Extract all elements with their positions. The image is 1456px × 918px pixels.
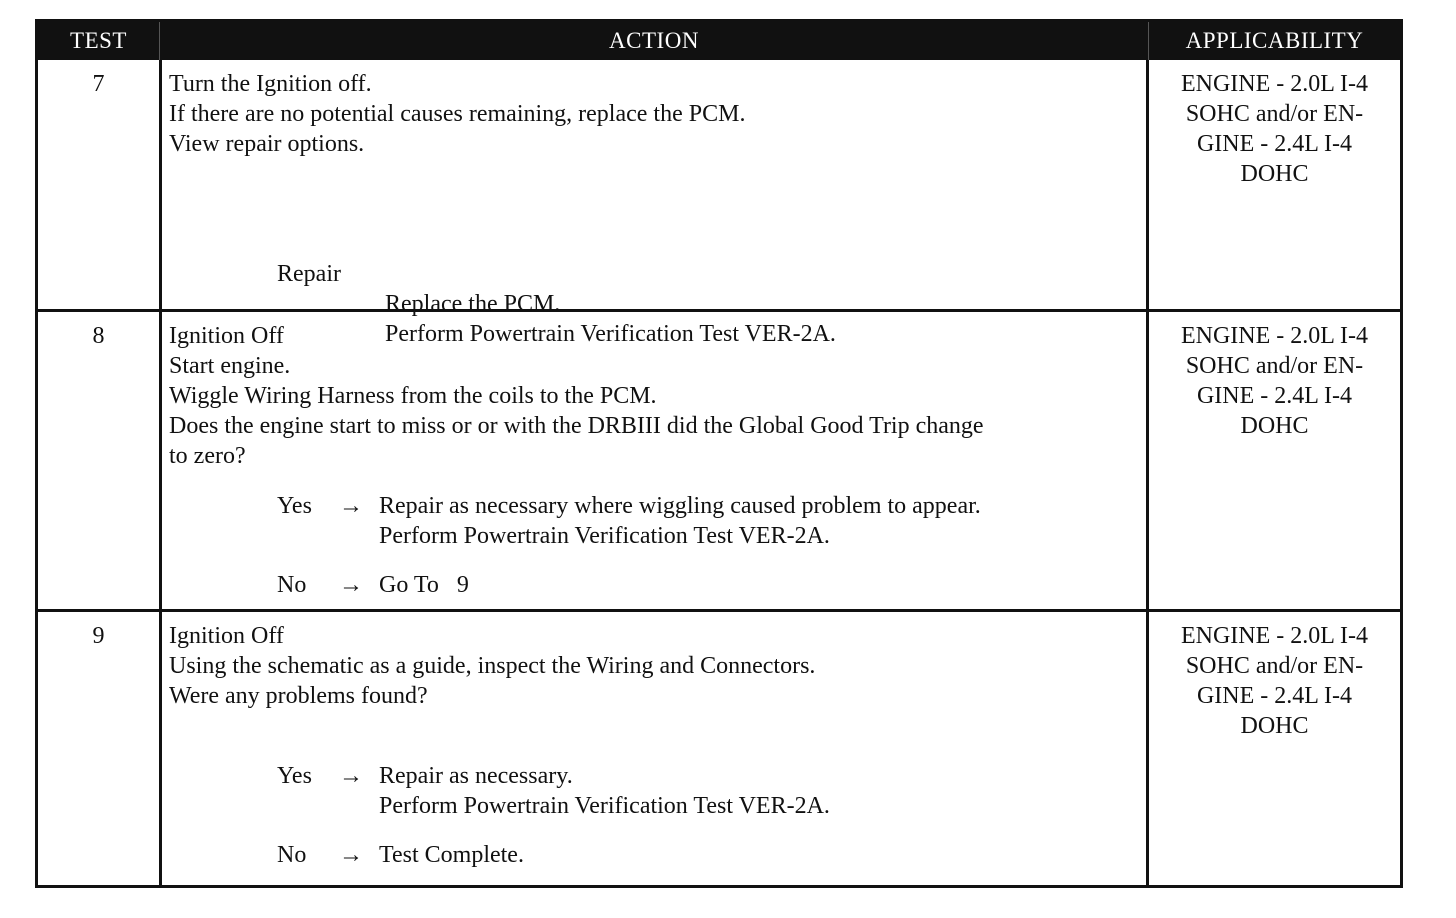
header-applicability: APPLICABILITY xyxy=(1149,22,1400,60)
arrow-icon: → xyxy=(339,493,363,519)
yes-answer xyxy=(277,491,981,551)
repair-label: Repair xyxy=(277,261,341,287)
action-line: Were any problems found? xyxy=(169,683,428,709)
applicability-line: SOHC and/or EN- xyxy=(1185,101,1364,127)
no-answer xyxy=(277,570,469,600)
applicability xyxy=(1149,312,1400,612)
yes-answer xyxy=(277,761,830,821)
arrow-icon: → xyxy=(339,842,363,868)
no-answer xyxy=(277,840,524,870)
action-line: Ignition Off xyxy=(169,323,284,349)
action-line: View repair options. xyxy=(169,131,365,157)
arrow-icon: → xyxy=(339,572,363,598)
action-line: Does the engine start to miss or or with the DRBIII did the Global Good Trip change xyxy=(169,413,984,439)
test-action xyxy=(159,312,1149,612)
test-action xyxy=(159,60,1149,347)
applicability-line: GINE - 2.4L I-4 xyxy=(1196,683,1353,709)
no-label: No xyxy=(277,842,307,868)
applicability xyxy=(1149,612,1400,885)
action-line: Wiggle Wiring Harness from the coils to the PCM. xyxy=(169,383,657,409)
applicability-line: GINE - 2.4L I-4 xyxy=(1196,383,1353,409)
action-line: Ignition Off xyxy=(169,623,284,649)
yes-label: Yes xyxy=(277,763,312,789)
repair-line: Replace the PCM. xyxy=(385,291,561,317)
applicability-line: DOHC xyxy=(1240,161,1309,187)
applicability-line: SOHC and/or EN- xyxy=(1185,653,1364,679)
action-line: Start engine. xyxy=(169,353,291,379)
applicability-line: DOHC xyxy=(1240,413,1309,439)
test-action xyxy=(159,612,1149,885)
diagnostic-test-table xyxy=(35,19,1403,888)
applicability-line: ENGINE - 2.0L I-4 xyxy=(1180,323,1369,349)
no-label: No xyxy=(277,572,307,598)
repair-line: Perform Powertrain Verification Test VER-2A. xyxy=(385,321,836,347)
test-number: 9 xyxy=(92,623,105,649)
test-number: 8 xyxy=(38,312,159,612)
test-number: 7 xyxy=(38,60,159,312)
arrow-icon: → xyxy=(339,763,363,789)
header-test: TEST xyxy=(38,22,159,60)
yes-label: Yes xyxy=(277,493,312,519)
yes-line: Perform Powertrain Verification Test VER-2A. xyxy=(379,793,830,819)
no-line: Test Complete. xyxy=(379,842,524,868)
action-line: If there are no potential causes remaining, replace the PCM. xyxy=(169,101,746,127)
header-action: ACTION xyxy=(159,22,1149,60)
yes-line: Repair as necessary where wiggling caused problem to appear. xyxy=(379,493,981,519)
action-line: to zero? xyxy=(169,443,246,469)
applicability xyxy=(1149,60,1400,312)
applicability-line: ENGINE - 2.0L I-4 xyxy=(1180,71,1369,97)
action-line: Using the schematic as a guide, inspect the Wiring and Connectors. xyxy=(169,653,816,679)
yes-line: Perform Powertrain Verification Test VER-2A. xyxy=(379,523,830,549)
no-line: Go To 9 xyxy=(379,572,469,598)
yes-line: Repair as necessary. xyxy=(379,763,573,789)
applicability-line: ENGINE - 2.0L I-4 xyxy=(1180,623,1369,649)
action-line: Turn the Ignition off. xyxy=(169,71,372,97)
applicability-line: GINE - 2.4L I-4 xyxy=(1196,131,1353,157)
applicability-line: SOHC and/or EN- xyxy=(1185,353,1364,379)
applicability-line: DOHC xyxy=(1240,713,1309,739)
